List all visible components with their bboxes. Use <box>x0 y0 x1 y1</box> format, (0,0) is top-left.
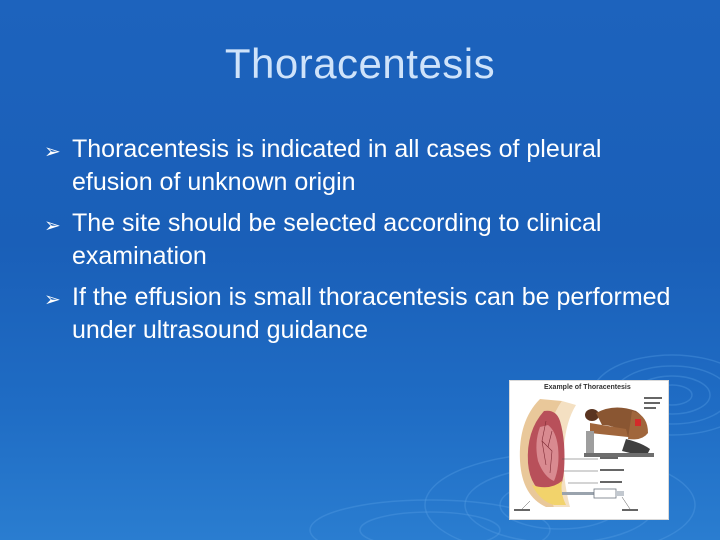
illustration-drawing <box>510 381 668 519</box>
thoracentesis-illustration <box>509 380 669 520</box>
bullet-text: The site should be selected according to clinical examination <box>72 209 602 270</box>
bullet-text: If the effusion is small thoracentesis can be performed under ultrasound guidance <box>72 283 671 344</box>
bullet-item <box>44 281 684 347</box>
illustration-title: Example of Thoracentesis <box>544 384 631 391</box>
arrow-bullet-icon: ➢ <box>44 289 61 311</box>
bullet-list <box>44 133 684 355</box>
patient-figure <box>584 407 654 457</box>
arrow-bullet-icon: ➢ <box>44 141 61 163</box>
bullet-item <box>44 133 684 199</box>
slide-title: Thoracentesis <box>224 40 496 87</box>
bullet-text: Thoracentesis is indicated in all cases of pleural efusion of unknown origin <box>72 135 602 196</box>
arrow-bullet-icon: ➢ <box>44 215 61 237</box>
bullet-item <box>44 207 684 273</box>
